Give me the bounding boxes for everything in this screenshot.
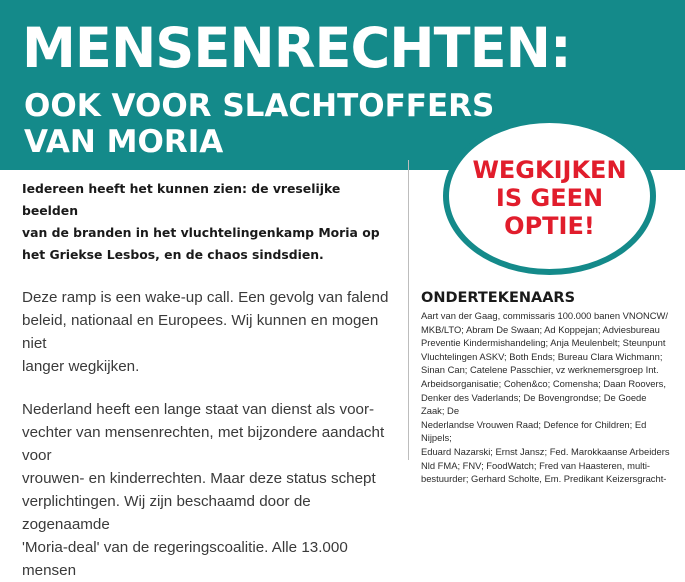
- signatories-line: Vluchtelingen ASKV; Both Ends; Bureau Clara Wichmann;: [421, 350, 663, 362]
- p1-line-2: beleid, nationaal en Europees. Wij kunnen en mogen niet: [22, 312, 379, 352]
- slogan-line-1: WEGKIJKEN: [472, 156, 627, 184]
- lead-paragraph: [22, 178, 394, 266]
- subheadline-line-2: VAN MORIA: [24, 124, 224, 160]
- slogan-line-3: OPTIE!: [504, 212, 595, 240]
- p1-line-1: Deze ramp is een wake-up call. Een gevolg van falend: [22, 289, 389, 306]
- p1-line-3: langer wegkijken.: [22, 358, 140, 375]
- p2-line-3: vrouwen- en kinderrechten. Maar deze status schept: [22, 470, 376, 487]
- signatories-line: Nederlandse Vrouwen Raad; Defence for Children; Ed Nijpels;: [421, 418, 647, 444]
- p2-line-4: verplichtingen. Wij zijn beschaamd door de zogenaamde: [22, 493, 311, 533]
- lead-line-3: het Griekse Lesbos, en de chaos sindsdien.: [22, 247, 324, 262]
- signatories-line: bestuurder; Gerhard Scholte, Em. Predikant Keizersgracht-: [421, 473, 667, 485]
- signatories-line: MKB/LTO; Abram De Swaan; Ad Koppejan; Adviesbureau: [421, 323, 660, 335]
- headline: MENSENRECHTEN:: [22, 16, 571, 80]
- p2-line-5: 'Moria-deal' van de regeringscoalitie. Alle 13.000 mensen: [22, 539, 348, 579]
- subheadline-line-1: OOK VOOR SLACHTOFFERS: [24, 88, 495, 124]
- signatories-list: [421, 309, 671, 486]
- slogan-line-2: IS GEEN: [495, 184, 604, 212]
- lead-line-1: Iedereen heeft het kunnen zien: de vreselijke beelden: [22, 181, 341, 218]
- p2-line-2: vechter van mensenrechten, met bijzondere aandacht voor: [22, 424, 385, 464]
- paragraph-2: [22, 398, 394, 582]
- signatories-line: Denker des Vaderlands; De Bovengrondse; De Goede Zaak; De: [421, 391, 647, 417]
- article-body: [22, 178, 394, 582]
- slogan-badge: [443, 117, 656, 275]
- column-divider: [408, 160, 409, 460]
- slogan-text: [460, 156, 640, 240]
- signatories-line: Sinan Can; Catelene Passchier, vz werknemersgroep Int.: [421, 364, 659, 376]
- signatories-line: Preventie Kindermishandeling; Anja Meulenbelt; Steunpunt: [421, 337, 666, 349]
- signatories-section: [421, 289, 671, 486]
- signatories-line: Aart van der Gaag, commissaris 100.000 banen VNONCW/: [421, 310, 668, 321]
- signatories-line: Nld FMA; FNV; FoodWatch; Fred van Haasteren, multi-: [421, 459, 651, 471]
- paragraph-1: [22, 286, 394, 378]
- signatories-heading: ONDERTEKENAARS: [421, 290, 576, 306]
- signatories-line: Eduard Nazarski; Ernst Jansz; Fed. Marokkaanse Arbeiders: [421, 445, 670, 457]
- lead-line-2: van de branden in het vluchtelingenkamp Moria op: [22, 225, 380, 240]
- p2-line-1: Nederland heeft een lange staat van dienst als voor-: [22, 401, 375, 418]
- signatories-line: Arbeidsorganisatie; Cohen&co; Comensha; Daan Roovers,: [421, 377, 666, 389]
- subheadline: [24, 88, 494, 160]
